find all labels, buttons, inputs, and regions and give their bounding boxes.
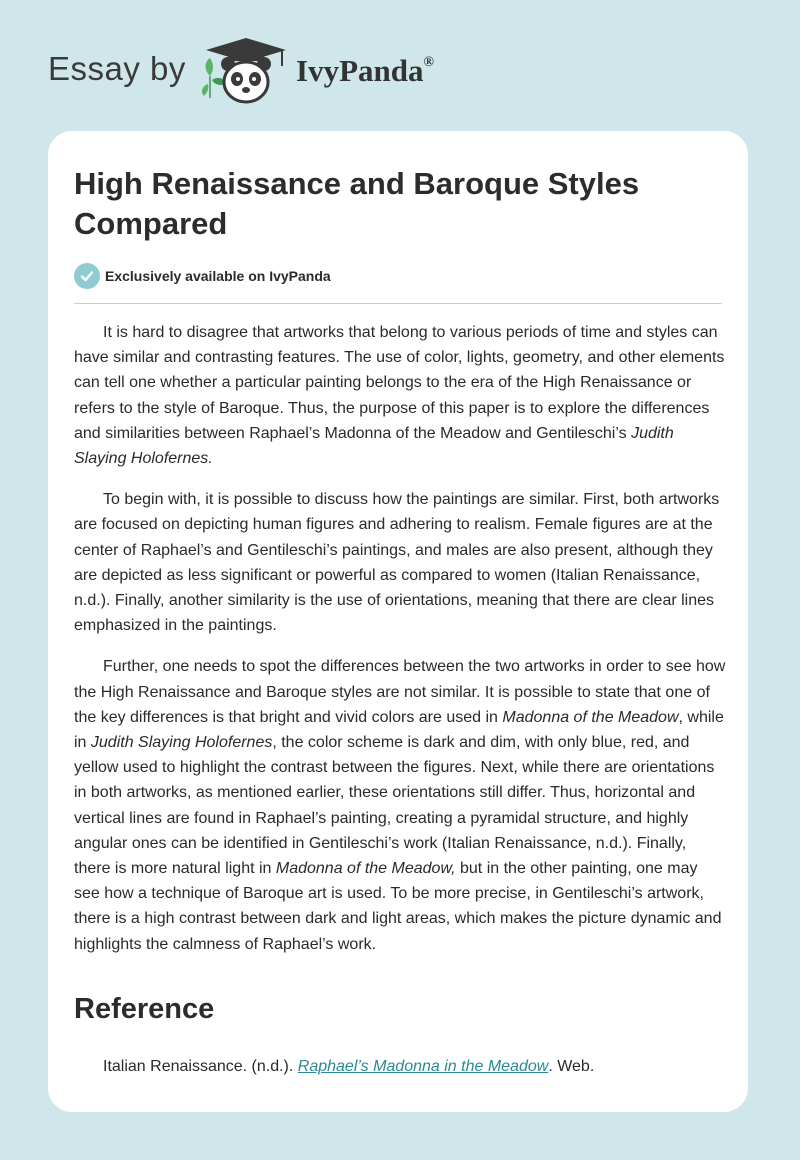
essay-by-label: Essay by (48, 50, 186, 87)
exclusive-badge-label: Exclusively available on IvyPanda (105, 268, 331, 284)
reference-entry: Italian Renaissance. (n.d.). Raphael’s Madonna in the Meadow. Web. (103, 1058, 595, 1075)
paragraph-2: To begin with, it is possible to discuss how the paintings are similar. First, both artworks are focused on depicting human figures and adhering to realism. Female figures are at the center of Raphael’s and Gentileschi’s paintings, and males are also present, although they are depicted as less significant or powerful as compared to women (Italian Renaissance, n.d.). Finally, another similarity is the use of orientations, meaning that there are clear lines emphasized in the paintings. (74, 491, 720, 635)
page-title: High Renaissance and Baroque Styles Compared (74, 166, 640, 241)
site-header (0, 0, 800, 130)
panda-logo-icon[interactable] (198, 36, 294, 108)
article-card (48, 131, 748, 1112)
reference-heading: Reference (74, 993, 215, 1025)
divider (74, 303, 722, 304)
reference-link[interactable]: Raphael’s Madonna in the Meadow (297, 1058, 549, 1075)
paragraph-1: It is hard to disagree that artworks that belong to various periods of time and styles can have similar and contrasting features. The use of color, lights, geometry, and other elements can tell one whether a particular painting belongs to the era of the High Renaissance or refers to the style of Baroque. Thus, the purpose of this paper is to explore the differences and similarities between Raphael’s Madonna of the Meadow and Gentileschi’s Judith Slaying Holofernes. (74, 324, 725, 468)
brand-name[interactable]: IvyPanda® (296, 53, 434, 88)
registered-mark: ® (423, 55, 434, 70)
article-body (74, 320, 726, 973)
exclusive-badge (74, 263, 331, 289)
check-icon (74, 263, 100, 289)
paragraph-3: Further, one needs to spot the differences between the two artworks in order to see how the High Renaissance and Baroque styles are not similar. It is possible to state that one of the key differences is that bright and vivid colors are used in Madonna of the Meadow, while in Judith Slaying Holofernes, the color scheme is dark and dim, with only blue, red, and yellow used to highlight the contrast between the figures. Next, while there are orientations in both artworks, as mentioned earlier, these orientations still differ. Thus, horizontal and vertical lines are found in Raphael’s painting, creating a pyramidal structure, and highly angular ones can be identified in Gentileschi’s work (Italian Renaissance, n.d.). Finally, there is more natural light in Madonna of the Meadow, but in the other painting, one may see how a technique of Baroque art is used. To be more precise, in Gentileschi’s artwork, there is a high contrast between dark and light areas, which makes the picture dynamic and highlights the calmness of Raphael’s work. (74, 658, 726, 953)
